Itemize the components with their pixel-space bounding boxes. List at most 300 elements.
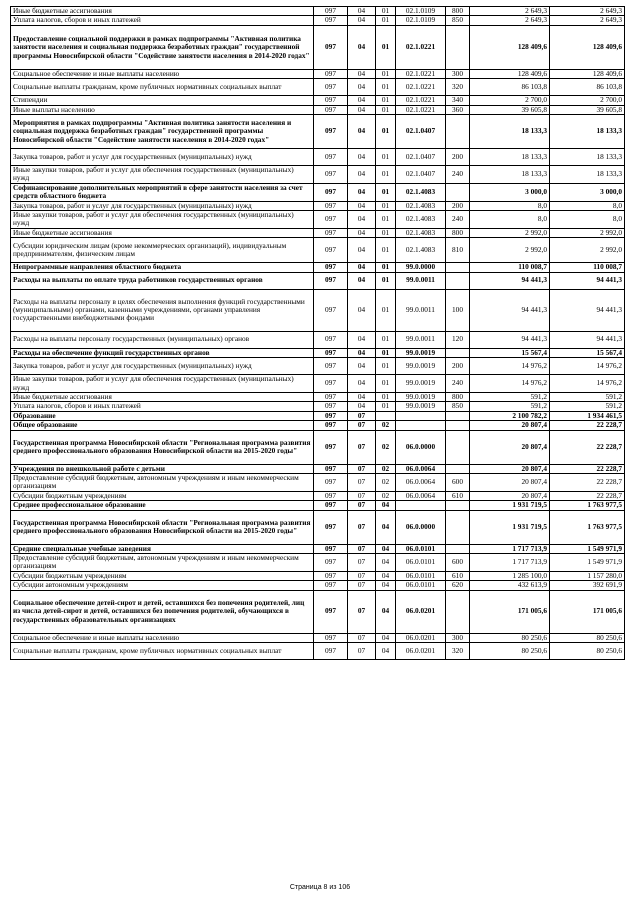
table-row — [11, 272, 625, 289]
table-row — [11, 79, 625, 96]
cell-a: 1 717 713,9 — [470, 544, 550, 553]
cell-code: 097 — [314, 228, 348, 237]
cell-vr: 100 — [446, 289, 470, 331]
cell-code: 097 — [314, 473, 348, 491]
cell-code: 097 — [314, 79, 348, 96]
table-row — [11, 544, 625, 553]
cell-sub: 01 — [376, 263, 396, 272]
cell-code: 097 — [314, 263, 348, 272]
cell-sub: 01 — [376, 16, 396, 25]
table-row — [11, 263, 625, 272]
cell-vr: 620 — [446, 581, 470, 590]
cell-csr: 99.0.0019 — [396, 392, 446, 401]
cell-a: 591,2 — [470, 402, 550, 411]
cell-name: Закупка товаров, работ и услуг для государственных (муниципальных) нужд — [11, 201, 314, 210]
cell-sec: 04 — [348, 211, 376, 229]
cell-sec: 04 — [348, 238, 376, 263]
cell-sec: 04 — [348, 69, 376, 78]
cell-vr — [446, 544, 470, 553]
cell-a: 94 441,3 — [470, 331, 550, 348]
cell-sub: 01 — [376, 201, 396, 210]
cell-vr: 240 — [446, 211, 470, 229]
cell-csr: 99.0.0000 — [396, 263, 446, 272]
cell-name: Иные бюджетные ассигнования — [11, 7, 314, 16]
cell-sub: 04 — [376, 633, 396, 642]
cell-name: Предоставление субсидий бюджетным, автономным учреждениям и иным некоммерческим организациям — [11, 553, 314, 571]
cell-b: 18 133,3 — [550, 166, 625, 184]
cell-vr: 320 — [446, 643, 470, 660]
cell-a: 591,2 — [470, 392, 550, 401]
cell-sec: 04 — [348, 183, 376, 201]
cell-sub: 01 — [376, 238, 396, 263]
cell-name: Субсидии автономным учреждениям — [11, 581, 314, 590]
cell-b: 14 976,2 — [550, 375, 625, 393]
cell-a: 1 931 719,5 — [470, 510, 550, 544]
cell-b: 2 992,0 — [550, 238, 625, 263]
cell-name: Государственная программа Новосибирской области "Региональная программа развития среднего профессионального образования Новосибирской области на 2015-2020 годы" — [11, 430, 314, 464]
budget-sheet — [10, 6, 624, 660]
cell-csr: 02.1.0109 — [396, 16, 446, 25]
cell-a: 14 976,2 — [470, 358, 550, 375]
cell-b: 128 409,6 — [550, 25, 625, 69]
table-row — [11, 201, 625, 210]
cell-b: 94 441,3 — [550, 272, 625, 289]
cell-code: 097 — [314, 289, 348, 331]
cell-code: 097 — [314, 166, 348, 184]
cell-vr — [446, 430, 470, 464]
cell-sec: 07 — [348, 421, 376, 430]
cell-b: 80 250,6 — [550, 643, 625, 660]
table-row — [11, 149, 625, 166]
table-row — [11, 166, 625, 184]
cell-name: Иные выплаты населению — [11, 105, 314, 114]
cell-name: Общее образование — [11, 421, 314, 430]
cell-sub: 04 — [376, 590, 396, 633]
cell-vr — [446, 411, 470, 420]
cell-vr: 240 — [446, 166, 470, 184]
cell-b: 110 008,7 — [550, 263, 625, 272]
cell-sub: 04 — [376, 581, 396, 590]
cell-a: 94 441,3 — [470, 272, 550, 289]
cell-a: 18 133,3 — [470, 115, 550, 149]
cell-sec: 07 — [348, 590, 376, 633]
cell-sec: 07 — [348, 633, 376, 642]
cell-vr: 200 — [446, 149, 470, 166]
cell-vr: 300 — [446, 633, 470, 642]
table-row — [11, 411, 625, 420]
cell-csr: 99.0.0011 — [396, 272, 446, 289]
cell-name: Субсидии юридическим лицам (кроме некоммерческих организаций), индивидуальным предпринимателям, физическим лицам — [11, 238, 314, 263]
cell-code: 097 — [314, 183, 348, 201]
cell-name: Расходы на выплаты персоналу государственных (муниципальных) органов — [11, 331, 314, 348]
cell-a: 3 000,0 — [470, 183, 550, 201]
cell-sub: 01 — [376, 105, 396, 114]
cell-name: Социальное обеспечение и иные выплаты населению — [11, 69, 314, 78]
cell-sub: 01 — [376, 392, 396, 401]
cell-csr — [396, 411, 446, 420]
table-row — [11, 633, 625, 642]
table-row — [11, 105, 625, 114]
cell-sub: 01 — [376, 348, 396, 357]
cell-b: 3 000,0 — [550, 183, 625, 201]
cell-name: Уплата налогов, сборов и иных платежей — [11, 16, 314, 25]
cell-code: 097 — [314, 510, 348, 544]
cell-csr: 99.0.0011 — [396, 331, 446, 348]
cell-code: 097 — [314, 553, 348, 571]
cell-a: 1 931 719,5 — [470, 501, 550, 510]
cell-vr: 850 — [446, 402, 470, 411]
cell-a: 20 807,4 — [470, 421, 550, 430]
cell-sub: 02 — [376, 430, 396, 464]
cell-b: 1 934 461,5 — [550, 411, 625, 420]
cell-sub: 01 — [376, 149, 396, 166]
cell-sub: 01 — [376, 69, 396, 78]
cell-b: 392 691,9 — [550, 581, 625, 590]
table-row — [11, 392, 625, 401]
cell-name: Уплата налогов, сборов и иных платежей — [11, 402, 314, 411]
cell-sub: 04 — [376, 643, 396, 660]
cell-sub: 01 — [376, 25, 396, 69]
cell-name: Предоставление субсидий бюджетным, автономным учреждениям и иным некоммерческим организациям — [11, 473, 314, 491]
cell-name: Расходы на выплаты по оплате труда работников государственных органов — [11, 272, 314, 289]
cell-code: 097 — [314, 69, 348, 78]
cell-sec: 07 — [348, 430, 376, 464]
cell-csr: 06.0.0101 — [396, 571, 446, 580]
cell-sub: 01 — [376, 79, 396, 96]
cell-b: 22 228,7 — [550, 464, 625, 473]
cell-name: Иные закупки товаров, работ и услуг для обеспечения государственных (муниципальных) нужд — [11, 166, 314, 184]
cell-sec: 07 — [348, 510, 376, 544]
cell-sec: 04 — [348, 115, 376, 149]
cell-code: 097 — [314, 25, 348, 69]
cell-code: 097 — [314, 491, 348, 500]
cell-a: 14 976,2 — [470, 375, 550, 393]
cell-b: 22 228,7 — [550, 430, 625, 464]
table-row — [11, 581, 625, 590]
cell-a: 171 005,6 — [470, 590, 550, 633]
table-row — [11, 183, 625, 201]
cell-csr: 02.1.0221 — [396, 96, 446, 105]
cell-a: 2 100 782,2 — [470, 411, 550, 420]
cell-vr: 810 — [446, 238, 470, 263]
table-row — [11, 358, 625, 375]
cell-sub: 01 — [376, 228, 396, 237]
cell-b: 8,0 — [550, 211, 625, 229]
table-row — [11, 473, 625, 491]
cell-name: Средние специальные учебные заведения — [11, 544, 314, 553]
cell-a: 8,0 — [470, 201, 550, 210]
cell-sec: 04 — [348, 263, 376, 272]
cell-sub: 01 — [376, 272, 396, 289]
cell-b: 171 005,6 — [550, 590, 625, 633]
cell-name: Иные бюджетные ассигнования — [11, 228, 314, 237]
cell-a: 110 008,7 — [470, 263, 550, 272]
cell-code: 097 — [314, 464, 348, 473]
cell-vr: 800 — [446, 228, 470, 237]
cell-csr: 02.1.4083 — [396, 211, 446, 229]
table-row — [11, 348, 625, 357]
cell-code: 097 — [314, 501, 348, 510]
cell-sec: 04 — [348, 201, 376, 210]
cell-sec: 04 — [348, 149, 376, 166]
cell-name: Субсидии бюджетным учреждениям — [11, 491, 314, 500]
cell-sec: 04 — [348, 105, 376, 114]
cell-sec: 07 — [348, 571, 376, 580]
cell-sub: 04 — [376, 510, 396, 544]
cell-code: 097 — [314, 211, 348, 229]
cell-b: 2 992,0 — [550, 228, 625, 237]
cell-csr: 06.0.0064 — [396, 464, 446, 473]
cell-code: 097 — [314, 544, 348, 553]
cell-name: Иные закупки товаров, работ и услуг для обеспечения государственных (муниципальных) нужд — [11, 211, 314, 229]
cell-csr: 99.0.0019 — [396, 402, 446, 411]
cell-b: 591,2 — [550, 402, 625, 411]
cell-vr: 610 — [446, 491, 470, 500]
cell-b: 86 103,8 — [550, 79, 625, 96]
cell-name: Предоставление социальной поддержки в рамках подпрограммы "Активная политика занятости населения и социальная поддержка безработных граждан" государственной программы Новосибирской области "Содействие занятости населения в 2014-2020 годах" — [11, 25, 314, 69]
cell-name: Непрограммные направления областного бюджета — [11, 263, 314, 272]
cell-sec: 04 — [348, 402, 376, 411]
cell-sec: 04 — [348, 348, 376, 357]
cell-a: 128 409,6 — [470, 69, 550, 78]
cell-a: 20 807,4 — [470, 473, 550, 491]
cell-name: Среднее профессиональное образование — [11, 501, 314, 510]
cell-name: Социальное обеспечение и иные выплаты населению — [11, 633, 314, 642]
cell-b: 1 549 971,9 — [550, 553, 625, 571]
cell-code: 097 — [314, 411, 348, 420]
cell-vr — [446, 272, 470, 289]
cell-sub: 04 — [376, 553, 396, 571]
cell-b: 39 605,8 — [550, 105, 625, 114]
cell-sec: 07 — [348, 643, 376, 660]
cell-code: 097 — [314, 331, 348, 348]
table-row — [11, 553, 625, 571]
cell-sub: 04 — [376, 501, 396, 510]
table-row — [11, 510, 625, 544]
cell-csr — [396, 421, 446, 430]
cell-name: Иные бюджетные ассигнования — [11, 392, 314, 401]
cell-csr: 02.1.0221 — [396, 105, 446, 114]
cell-csr — [396, 501, 446, 510]
cell-vr: 200 — [446, 358, 470, 375]
cell-vr: 800 — [446, 7, 470, 16]
cell-name: Социальные выплаты гражданам, кроме публичных нормативных социальных выплат — [11, 643, 314, 660]
cell-vr: 850 — [446, 16, 470, 25]
cell-name: Закупка товаров, работ и услуг для государственных (муниципальных) нужд — [11, 149, 314, 166]
cell-b: 80 250,6 — [550, 633, 625, 642]
cell-vr — [446, 464, 470, 473]
cell-vr: 120 — [446, 331, 470, 348]
cell-b: 1 763 977,5 — [550, 510, 625, 544]
cell-sec: 04 — [348, 166, 376, 184]
cell-a: 18 133,3 — [470, 166, 550, 184]
cell-csr: 06.0.0064 — [396, 491, 446, 500]
cell-sec: 04 — [348, 16, 376, 25]
cell-sub: 04 — [376, 544, 396, 553]
cell-sec: 07 — [348, 581, 376, 590]
cell-code: 097 — [314, 571, 348, 580]
cell-sub: 01 — [376, 96, 396, 105]
cell-a: 2 649,3 — [470, 16, 550, 25]
cell-code: 097 — [314, 115, 348, 149]
table-row — [11, 16, 625, 25]
cell-sub: 02 — [376, 473, 396, 491]
cell-name: Образование — [11, 411, 314, 420]
cell-sec: 07 — [348, 473, 376, 491]
cell-sec: 04 — [348, 289, 376, 331]
cell-csr: 02.1.0221 — [396, 79, 446, 96]
cell-b: 14 976,2 — [550, 358, 625, 375]
cell-b: 8,0 — [550, 201, 625, 210]
cell-code: 097 — [314, 272, 348, 289]
cell-name: Социальное обеспечение детей-сирот и детей, оставшихся без попечения родителей, лиц из числа детей-сирот и детей, оставшихся без попечения родителей, обучающихся в государственных образовательных организациях — [11, 590, 314, 633]
table-row — [11, 7, 625, 16]
cell-vr — [446, 263, 470, 272]
cell-a: 86 103,8 — [470, 79, 550, 96]
table-row — [11, 115, 625, 149]
cell-sub: 02 — [376, 421, 396, 430]
cell-csr: 02.1.0407 — [396, 166, 446, 184]
cell-vr — [446, 421, 470, 430]
cell-vr: 340 — [446, 96, 470, 105]
cell-b: 128 409,6 — [550, 69, 625, 78]
cell-b: 2 649,3 — [550, 7, 625, 16]
cell-csr: 02.1.4083 — [396, 238, 446, 263]
table-row — [11, 590, 625, 633]
table-row — [11, 501, 625, 510]
cell-code: 097 — [314, 643, 348, 660]
cell-a: 15 567,4 — [470, 348, 550, 357]
cell-b: 15 567,4 — [550, 348, 625, 357]
cell-a: 8,0 — [470, 211, 550, 229]
cell-vr: 300 — [446, 69, 470, 78]
cell-name: Иные закупки товаров, работ и услуг для обеспечения государственных (муниципальных) нужд — [11, 375, 314, 393]
cell-vr — [446, 25, 470, 69]
cell-a: 39 605,8 — [470, 105, 550, 114]
cell-sec: 04 — [348, 272, 376, 289]
cell-vr: 610 — [446, 571, 470, 580]
cell-sec: 04 — [348, 7, 376, 16]
table-row — [11, 331, 625, 348]
cell-a: 1 285 100,0 — [470, 571, 550, 580]
cell-vr: 200 — [446, 201, 470, 210]
cell-name: Социальные выплаты гражданам, кроме публичных нормативных социальных выплат — [11, 79, 314, 96]
cell-sec: 07 — [348, 411, 376, 420]
cell-b: 591,2 — [550, 392, 625, 401]
table-row — [11, 464, 625, 473]
cell-a: 2 700,0 — [470, 96, 550, 105]
table-row — [11, 430, 625, 464]
cell-sec: 07 — [348, 553, 376, 571]
cell-name: Закупка товаров, работ и услуг для государственных (муниципальных) нужд — [11, 358, 314, 375]
table-row — [11, 96, 625, 105]
cell-csr: 06.0.0000 — [396, 510, 446, 544]
cell-vr: 600 — [446, 473, 470, 491]
cell-sec: 07 — [348, 544, 376, 553]
cell-csr: 99.0.0019 — [396, 348, 446, 357]
cell-b: 22 228,7 — [550, 421, 625, 430]
cell-csr: 02.1.0221 — [396, 69, 446, 78]
cell-sub: 01 — [376, 115, 396, 149]
cell-a: 20 807,4 — [470, 491, 550, 500]
cell-code: 097 — [314, 149, 348, 166]
table-row — [11, 228, 625, 237]
cell-code: 097 — [314, 375, 348, 393]
cell-code: 097 — [314, 392, 348, 401]
cell-a: 18 133,3 — [470, 149, 550, 166]
cell-csr: 06.0.0064 — [396, 473, 446, 491]
cell-sec: 04 — [348, 228, 376, 237]
cell-code: 097 — [314, 348, 348, 357]
cell-sec: 04 — [348, 25, 376, 69]
table-row — [11, 421, 625, 430]
cell-vr: 600 — [446, 553, 470, 571]
cell-code: 097 — [314, 238, 348, 263]
cell-code: 097 — [314, 430, 348, 464]
cell-sub: 01 — [376, 289, 396, 331]
table-row — [11, 211, 625, 229]
cell-code: 097 — [314, 358, 348, 375]
cell-csr: 02.1.4083 — [396, 228, 446, 237]
cell-a: 80 250,6 — [470, 633, 550, 642]
cell-csr: 02.1.0407 — [396, 115, 446, 149]
cell-sub: 04 — [376, 571, 396, 580]
cell-a: 2 649,3 — [470, 7, 550, 16]
cell-b: 2 700,0 — [550, 96, 625, 105]
cell-b: 94 441,3 — [550, 331, 625, 348]
cell-sec: 07 — [348, 464, 376, 473]
cell-vr — [446, 510, 470, 544]
cell-vr — [446, 183, 470, 201]
cell-a: 20 807,4 — [470, 464, 550, 473]
cell-sub — [376, 411, 396, 420]
cell-csr: 06.0.0101 — [396, 581, 446, 590]
cell-a: 2 992,0 — [470, 228, 550, 237]
cell-code: 097 — [314, 16, 348, 25]
cell-vr — [446, 501, 470, 510]
cell-code: 097 — [314, 402, 348, 411]
cell-name: Софинансирование дополнительных мероприятий в сфере занятости населения за счет средств областного бюджета — [11, 183, 314, 201]
cell-sub: 01 — [376, 331, 396, 348]
cell-sec: 07 — [348, 491, 376, 500]
table-row — [11, 69, 625, 78]
table-row — [11, 238, 625, 263]
cell-vr — [446, 590, 470, 633]
cell-b: 1 549 971,9 — [550, 544, 625, 553]
cell-sub: 01 — [376, 211, 396, 229]
cell-sub: 01 — [376, 402, 396, 411]
cell-name: Субсидии бюджетным учреждениям — [11, 571, 314, 580]
cell-code: 097 — [314, 421, 348, 430]
table-row — [11, 643, 625, 660]
cell-sub: 02 — [376, 491, 396, 500]
cell-a: 1 717 713,9 — [470, 553, 550, 571]
cell-csr: 02.1.4083 — [396, 201, 446, 210]
cell-csr: 06.0.0101 — [396, 553, 446, 571]
cell-a: 80 250,6 — [470, 643, 550, 660]
cell-name: Мероприятия в рамках подпрограммы "Активная политика занятости населения и социальная поддержка безработных граждан" государственной программы Новосибирской области "Содействие занятости населения в 2014-2020 годах" — [11, 115, 314, 149]
cell-sub: 01 — [376, 183, 396, 201]
cell-name: Расходы на выплаты персоналу в целях обеспечения выполнения функций государственными (муниципальными) органами, казенными учреждениями, органами управления государственными внебюджетными фондами — [11, 289, 314, 331]
cell-csr: 02.1.4083 — [396, 183, 446, 201]
cell-vr — [446, 348, 470, 357]
cell-b: 1 157 280,0 — [550, 571, 625, 580]
cell-sec: 04 — [348, 358, 376, 375]
cell-csr: 06.0.0000 — [396, 430, 446, 464]
cell-csr: 02.1.0407 — [396, 149, 446, 166]
cell-a: 94 441,3 — [470, 289, 550, 331]
cell-b: 22 228,7 — [550, 473, 625, 491]
